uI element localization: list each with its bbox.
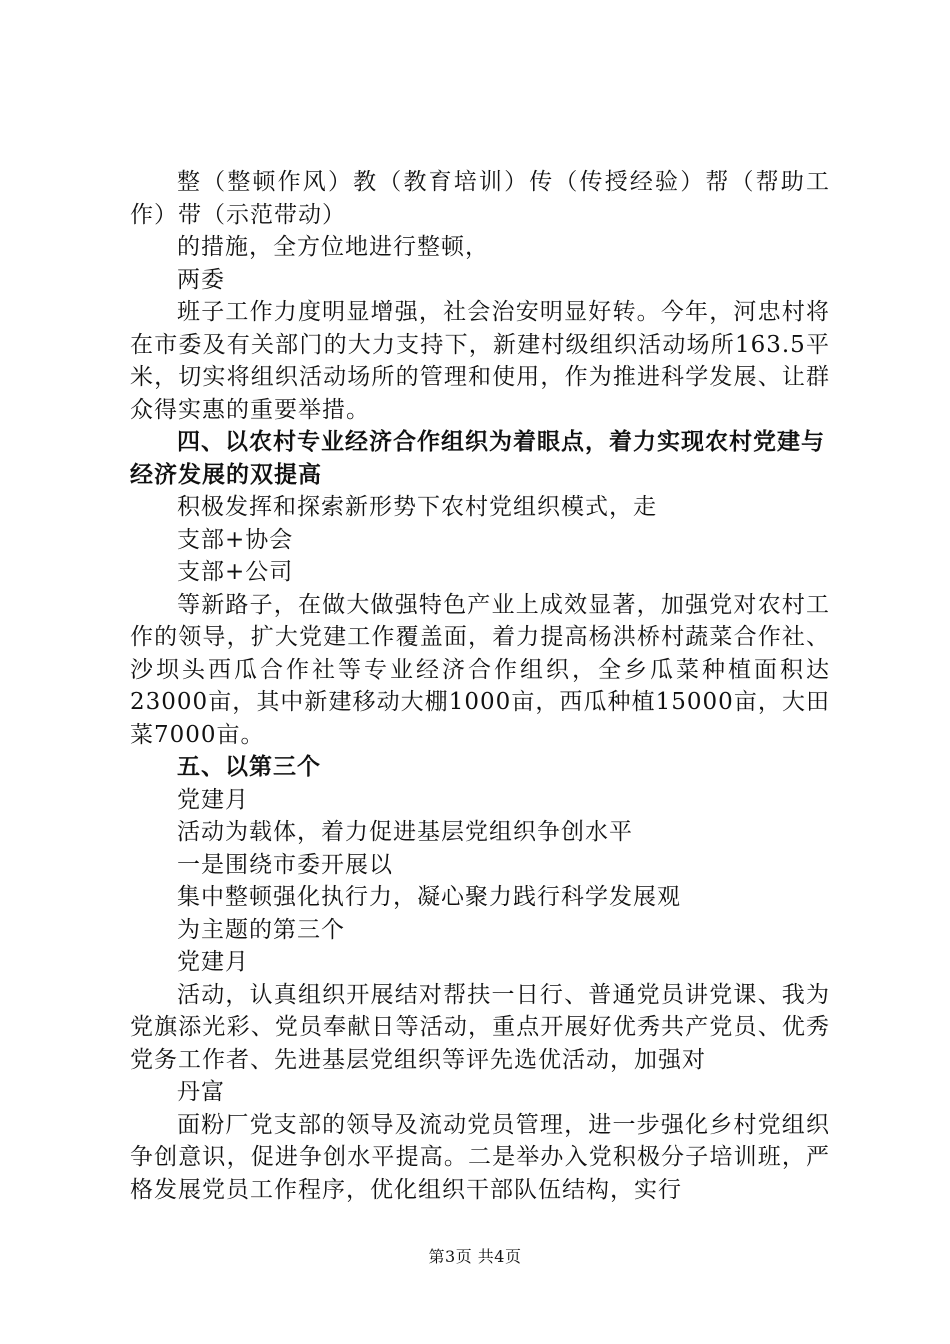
body-paragraph: 的措施，全方位地进行整顿，	[177, 234, 489, 260]
body-paragraph: 活动为载体，着力促进基层党组织争创水平	[177, 819, 633, 845]
body-paragraph: 等新路子，在做大做强特色产业上成效显著，加强党对农村工作的领导，扩大党建工作覆盖面，着力提高杨洪桥村蔬菜合作社、沙坝头西瓜合作社等专业经济合作组织，全乡瓜菜种植面积达23000亩，其中新建移动大棚1000亩，西瓜种植15000亩，大田菜7000亩。	[130, 591, 830, 748]
body-paragraph: 党建月	[177, 949, 249, 975]
body-paragraph: 为主题的第三个	[177, 916, 345, 943]
body-paragraph: 集中整顿强化执行力，凝心聚力践行科学发展观	[177, 884, 681, 910]
body-paragraph: 支部+公司	[177, 559, 294, 585]
body-paragraph: 整（整顿作风）教（教育培训）传（传授经验）帮（帮助工作）带（示范带动）	[130, 169, 830, 228]
document-body	[130, 166, 830, 1206]
body-paragraph: 两委	[177, 266, 225, 293]
body-paragraph: 面粉厂党支部的领导及流动党员管理，进一步强化乡村党组织争创意识，促进争创水平提高。二是举办入党积极分子培训班，严格发展党员工作程序，优化组织干部队伍结构，实行	[130, 1111, 830, 1203]
body-paragraph: 活动，认真组织开展结对帮扶一日行、普通党员讲党课、我为党旗添光彩、党员奉献日等活动，重点开展好优秀共产党员、优秀党务工作者、先进基层党组织等评先选优活动，加强对	[130, 981, 830, 1073]
section-heading: 五、以第三个	[177, 753, 321, 780]
body-paragraph: 积极发挥和探索新形势下农村党组织模式，走	[177, 494, 657, 520]
body-paragraph: 党建月	[177, 786, 249, 813]
body-paragraph: 丹富	[177, 1079, 225, 1105]
body-paragraph: 班子工作力度明显增强，社会治安明显好转。今年，河忠村将在市委及有关部门的大力支持下，新建村级组织活动场所163.5平米，切实将组织活动场所的管理和使用，作为推进科学发展、让群众得实惠的重要举措。	[130, 299, 830, 423]
body-paragraph: 一是围绕市委开展以	[177, 851, 393, 878]
section-heading: 四、以农村专业经济合作组织为着眼点，着力实现农村党建与经济发展的双提高	[130, 428, 825, 488]
body-paragraph: 支部+协会	[177, 526, 294, 553]
page-footer: 第3页 共4页	[428, 1247, 522, 1266]
